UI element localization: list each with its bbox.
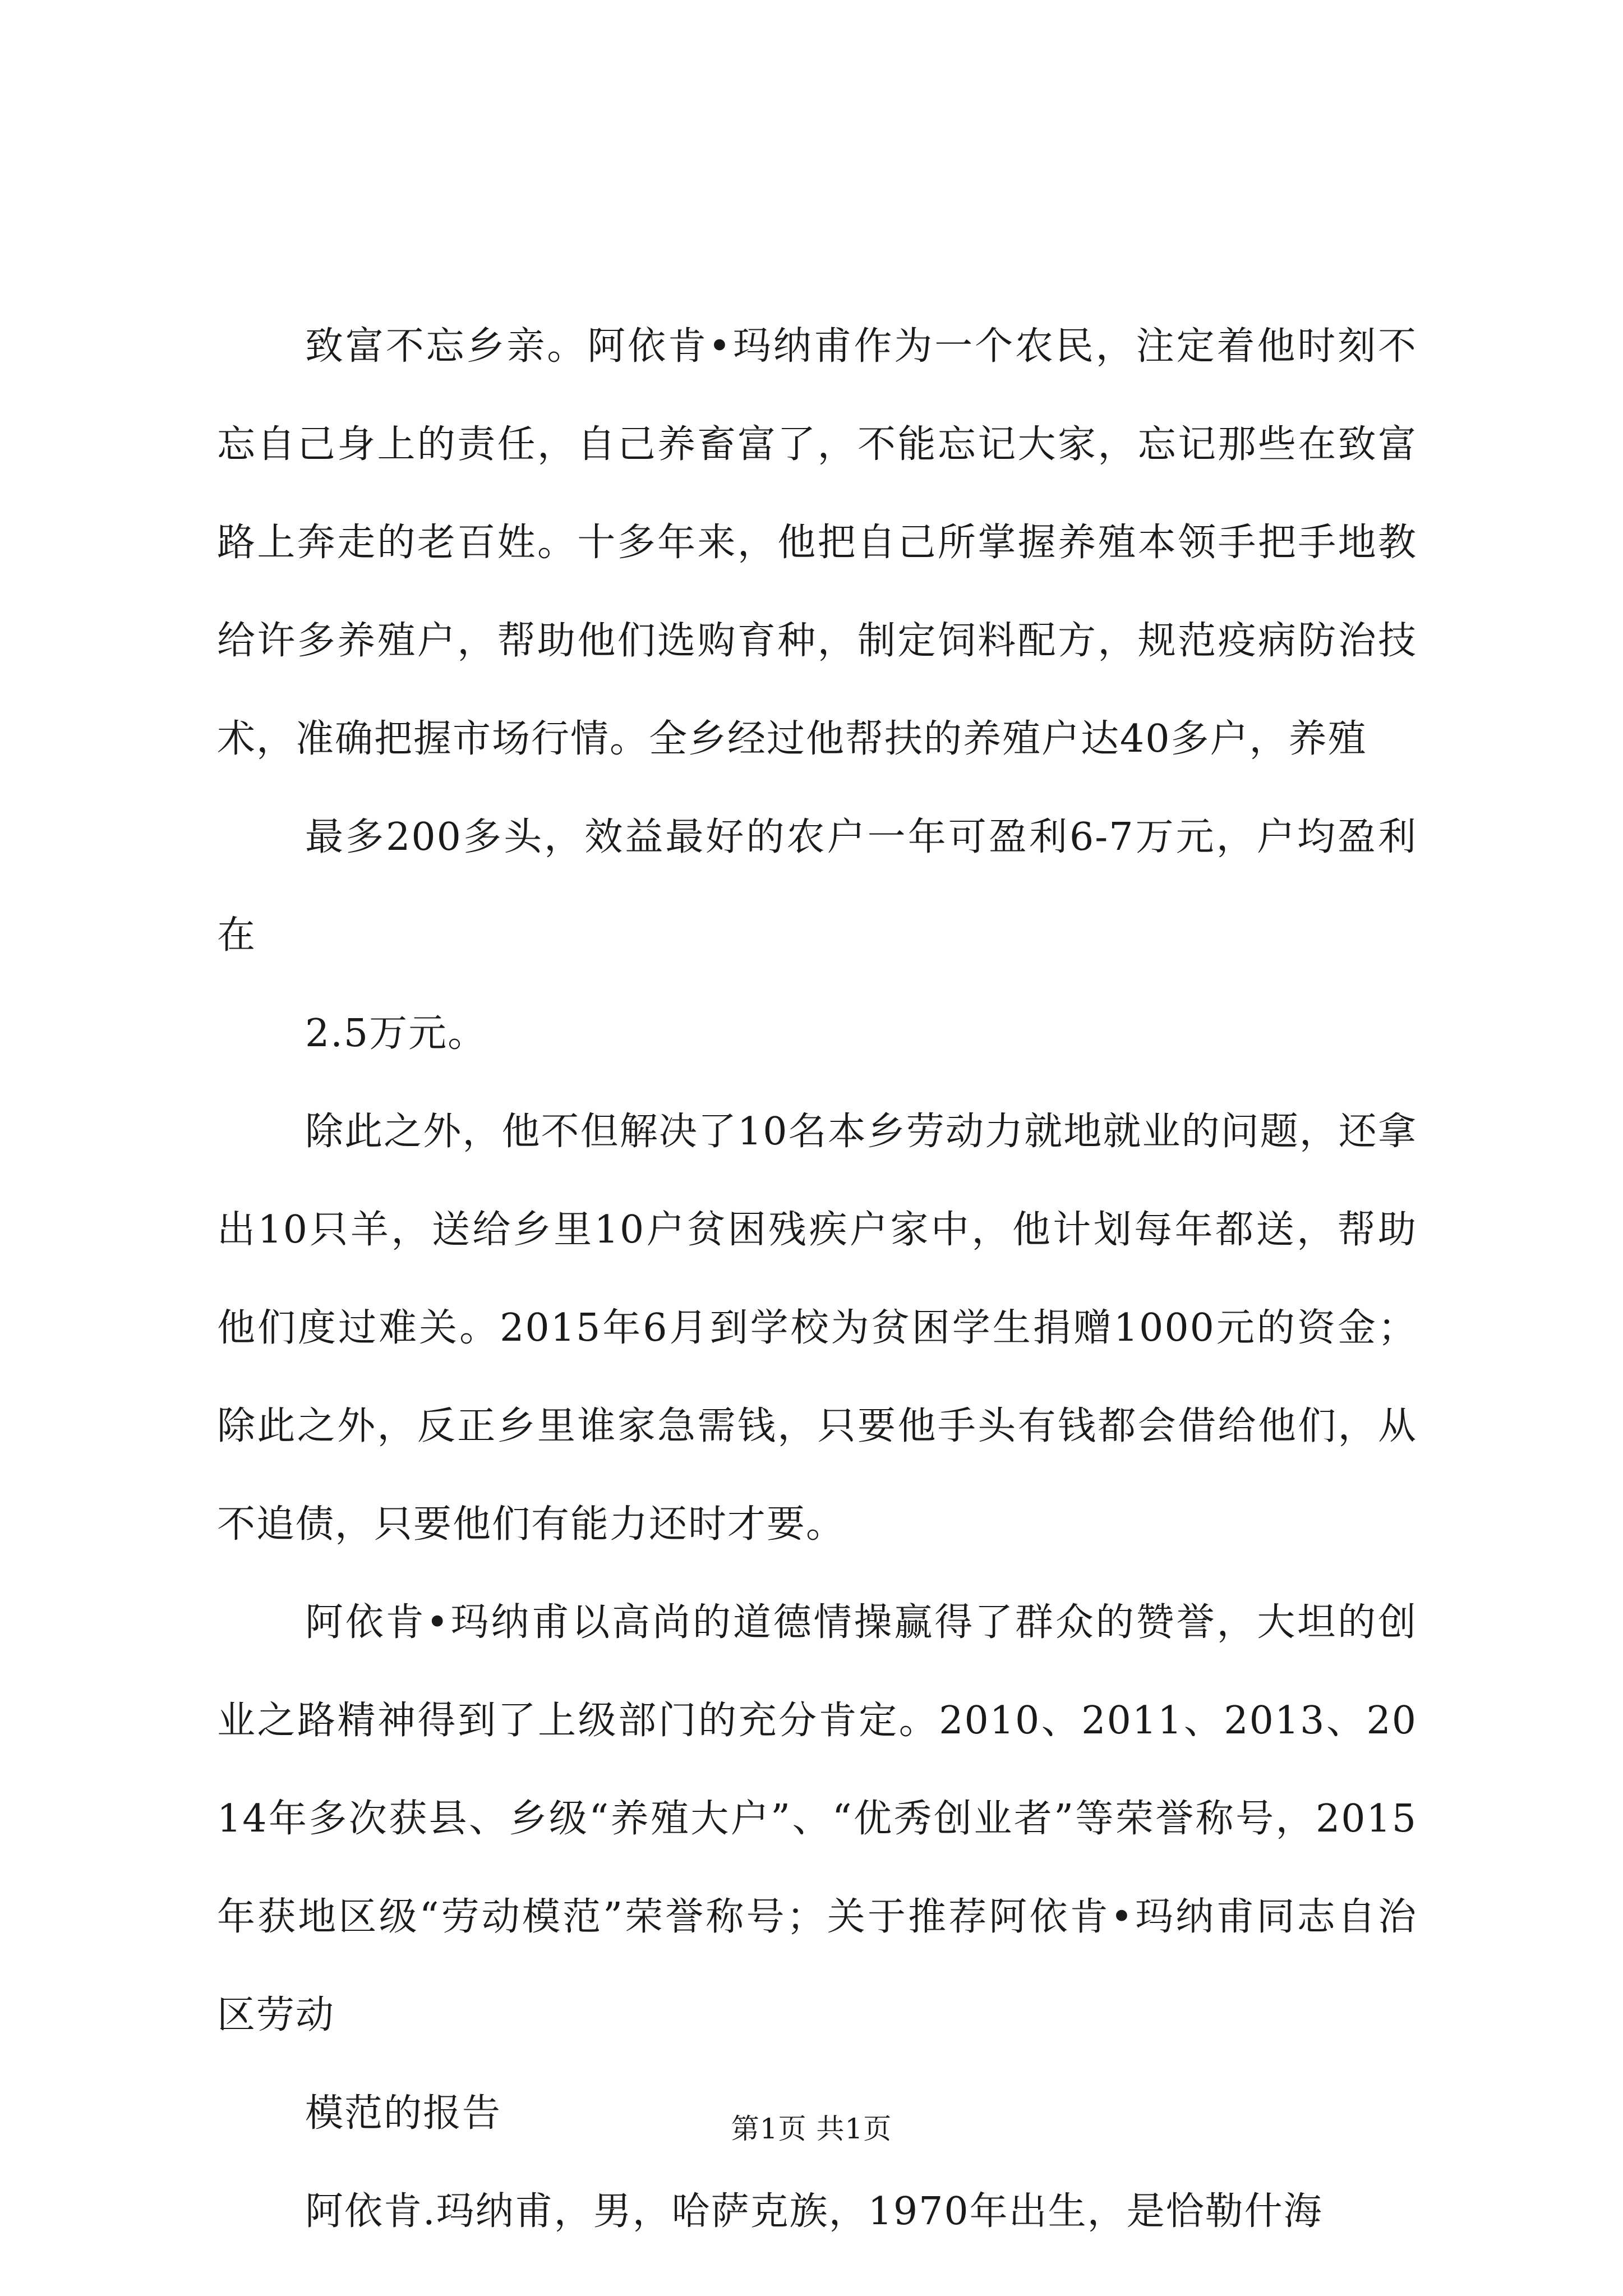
paragraph: 最多200多头，效益最好的农户一年可盈利6-7万元，户均盈利在	[217, 815, 1417, 958]
paragraph: 2.5万元。	[305, 1011, 487, 1056]
page-footer: 第1页 共1页	[731, 2113, 892, 2145]
paragraph: 模范的报告	[305, 2091, 502, 2136]
paragraph: 阿依肯•玛纳甫以高尚的道德情操赢得了群众的赞誉，大坦的创业之路精神得到了上级部门的充分肯定。2010、2011、2013、2014年多次获县、乡级“养殖大户”、“优秀创业者”等荣誉称号，2015年获地区级“劳动模范”荣誉称号；关于推荐阿依肯•玛纳甫同志自治区劳动	[217, 1600, 1417, 2037]
paragraph: 除此之外，他不但解决了10名本乡劳动力就地就业的问题，还拿出10只羊，送给乡里10户贫困残疾户家中，他计划每年都送，帮助他们度过难关。2015年6月到学校为贫困学生捐赠1000元的资金；除此之外，反正乡里谁家急需钱，只要他手头有钱都会借给他们，从不追债，只要他们有能力还时才要。	[217, 1110, 1417, 1547]
paragraph: 阿依肯.玛纳甫，男，哈萨克族，1970年出生，是恰勒什海	[305, 2189, 1323, 2234]
paragraph: 致富不忘乡亲。阿依肯•玛纳甫作为一个农民，注定着他时刻不忘自己身上的责任，自己养畜富了，不能忘记大家，忘记那些在致富路上奔走的老百姓。十多年来，他把自己所掌握养殖本领手把手地教给许多养殖户，帮助他们选购育种，制定饲料配方，规范疫病防治技术，准确把握市场行情。全乡经过他帮扶的养殖户达40多户，养殖	[217, 324, 1417, 761]
document-body	[217, 297, 1417, 2261]
